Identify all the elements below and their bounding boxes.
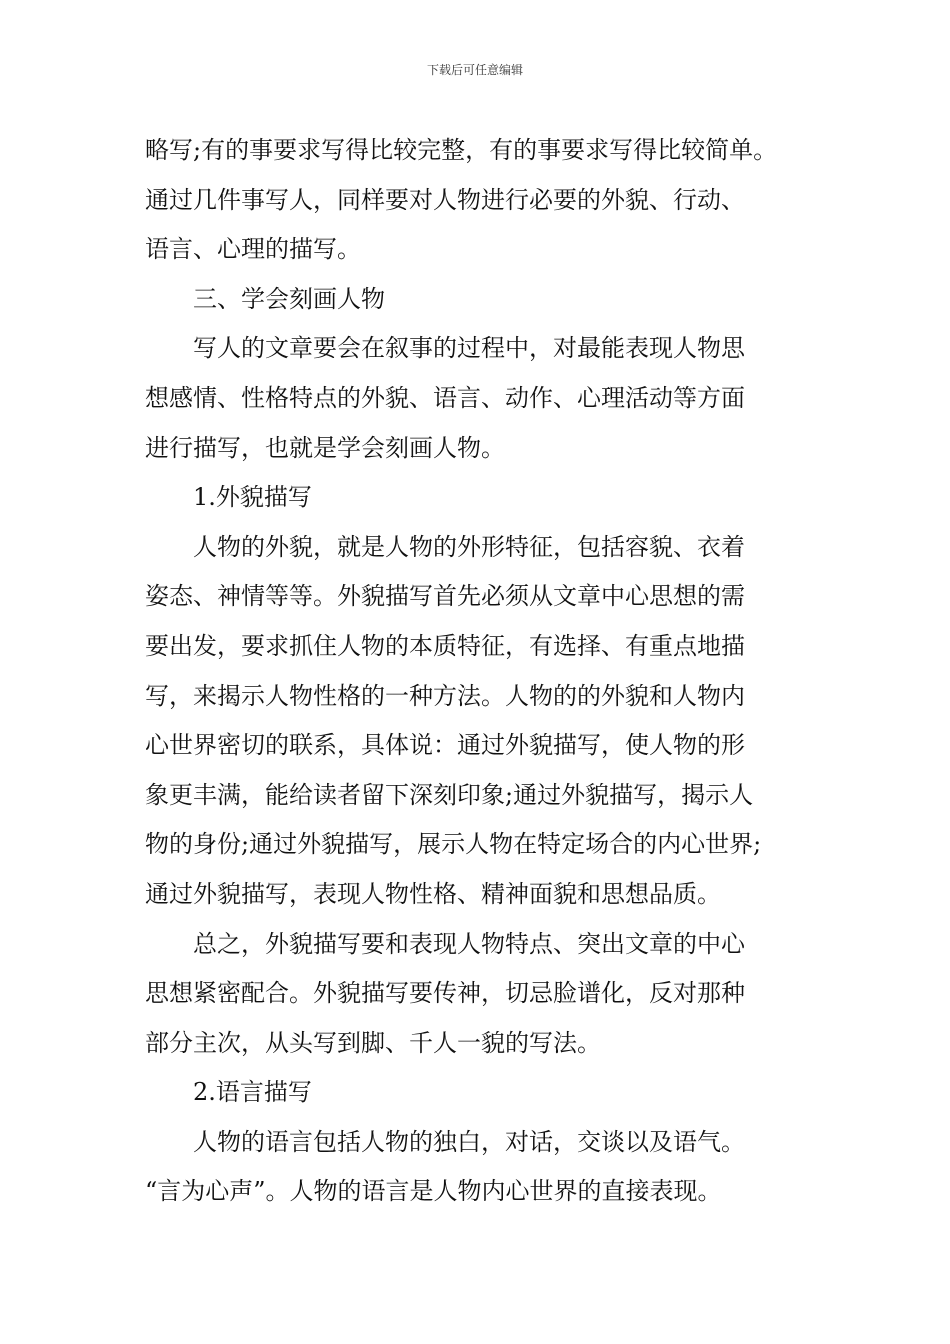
text-line: 通过几件事写人，同样要对人物进行必要的外貌、行动、 <box>145 185 745 214</box>
text-line: 想感情、性格特点的外貌、语言、动作、心理活动等方面 <box>145 383 745 412</box>
text-line: 部分主次，从头写到脚、千人一貌的写法。 <box>145 1028 601 1057</box>
text-line: 心世界密切的联系，具体说：通过外貌描写，使人物的形 <box>145 731 745 760</box>
page-header-note: 下载后可任意编辑 <box>426 63 523 77</box>
text-line: 姿态、神情等等。外貌描写首先必须从文章中心思想的需 <box>145 582 745 611</box>
subsection-heading: 2.语言描写 <box>193 1078 312 1107</box>
text-line: 思想紧密配合。外貌描写要传神，切忌脸谱化，反对那种 <box>145 979 745 1008</box>
paragraph-start: 人物的语言包括人物的独白，对话，交谈以及语气。 <box>193 1127 745 1156</box>
text-line: 进行描写，也就是学会刻画人物。 <box>145 433 505 462</box>
text-line: 物的身份;通过外貌描写，展示人物在特定场合的内心世界; <box>145 830 762 859</box>
text-line: 通过外貌描写，表现人物性格、精神面貌和思想品质。 <box>145 879 721 908</box>
text-line: 略写;有的事要求写得比较完整，有的事要求写得比较简单。 <box>145 136 778 164</box>
text-line: 写，来揭示人物性格的一种方法。人物的的外貌和人物内 <box>145 681 745 710</box>
subsection-heading: 1.外貌描写 <box>193 483 312 512</box>
paragraph-start: 写人的文章要会在叙事的过程中，对最能表现人物思 <box>193 334 745 363</box>
paragraph-start: 人物的外貌，就是人物的外形特征，包括容貌、衣着 <box>193 532 745 561</box>
text-line: “言为心声”。人物的语言是人物内心世界的直接表现。 <box>145 1177 722 1206</box>
document-body <box>145 126 825 1217</box>
text-line: 象更丰满，能给读者留下深刻印象;通过外貌描写，揭示人 <box>145 780 754 809</box>
text-line: 语言、心理的描写。 <box>145 235 361 264</box>
text-line: 要出发，要求抓住人物的本质特征，有选择、有重点地描 <box>145 631 745 660</box>
paragraph-start: 总之，外貌描写要和表现人物特点、突出文章的中心 <box>193 929 745 958</box>
section-heading: 三、学会刻画人物 <box>193 284 385 313</box>
